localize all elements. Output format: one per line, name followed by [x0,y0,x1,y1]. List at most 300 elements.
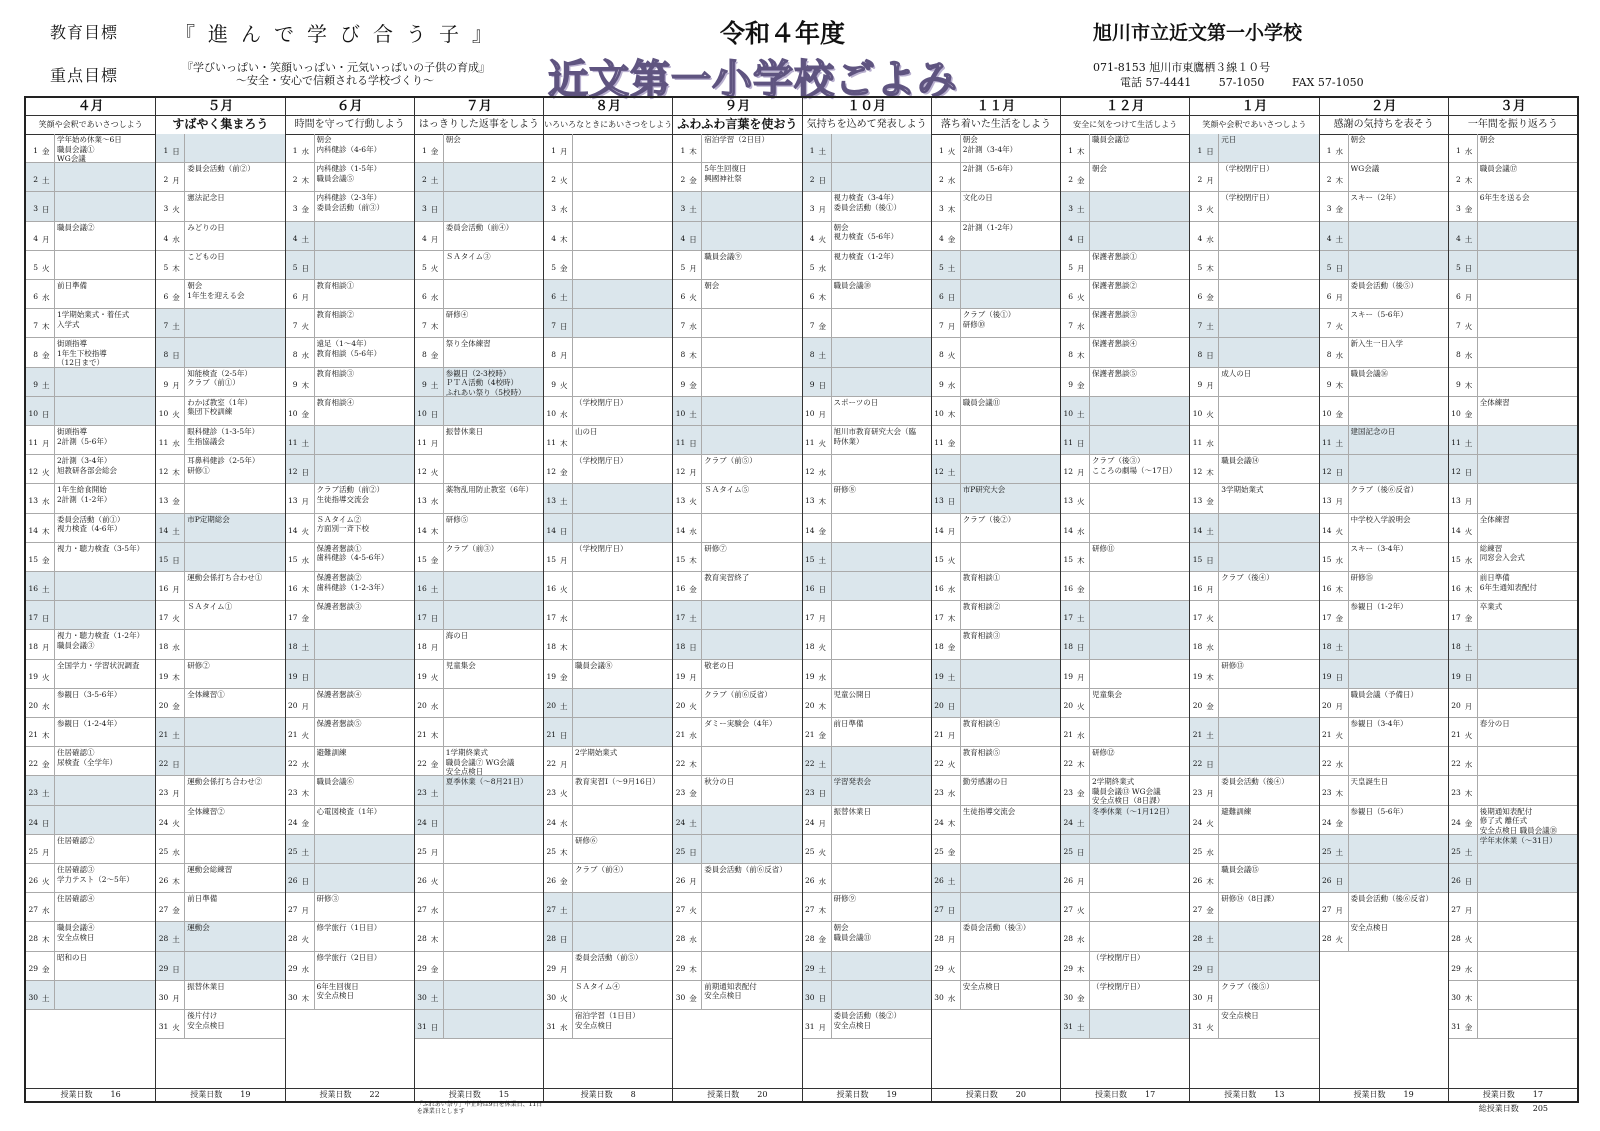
day-number: 19 [675,671,686,681]
day-row [673,572,801,601]
day-row [286,309,414,338]
day-weekday: 水 [560,1023,568,1032]
day-number: 3 [1197,204,1203,214]
day-number: 28 [1063,934,1073,944]
day-event: 研修⑧ [833,485,856,495]
day-separator [960,689,961,717]
day-weekday: 日 [1335,468,1343,478]
day-number: 13 [28,496,38,506]
day-row [286,338,414,367]
day-weekday: 水 [1206,643,1214,653]
day-weekday: 木 [42,731,50,740]
day-weekday: 日 [947,293,956,302]
day-row [932,514,1060,543]
day-row [544,134,672,163]
day-row [286,572,414,601]
day-number: 9 [1326,379,1332,389]
day-weekday: 木 [1464,585,1473,594]
day-event: 1年生給食開始 2計測（1-2年） [57,485,112,504]
day-weekday: 金 [818,731,826,740]
day-number: 27 [1321,905,1332,915]
focus-goal-line2: ～安全・安心で信頼される学校づくり～ [236,74,434,87]
day-number: 6 [551,292,556,301]
day-weekday: 土 [947,468,956,478]
day-number: 29 [1063,963,1073,973]
day-separator [1218,981,1219,1009]
day-number: 10 [158,408,169,418]
day-number: 4 [1197,233,1203,243]
day-number: 3 [938,204,944,214]
day-row [544,922,672,951]
day-separator [960,309,961,337]
day-separator [572,922,573,950]
day-separator [1477,747,1478,775]
day-separator [54,163,55,191]
day-number: 12 [158,467,169,477]
day-event: 保護者懇談② [1092,281,1137,290]
day-number: 7 [33,321,38,331]
day-number: 13 [934,496,944,506]
day-number: 16 [934,584,944,593]
day-weekday: 金 [560,877,568,886]
day-weekday: 金 [560,468,568,478]
day-weekday: 火 [172,818,180,828]
day-weekday: 木 [947,818,956,828]
day-weekday: 日 [172,555,180,565]
day-number: 4 [1068,233,1073,243]
day-weekday: 日 [42,614,50,624]
month-goal: 気持ちを込めて発表しよう [803,115,931,135]
day-number: 16 [1063,584,1073,593]
day-separator [184,280,185,308]
day-separator [572,689,573,717]
school-days-value: 19 [886,1090,897,1099]
school-days-count [156,1088,284,1104]
day-weekday: 水 [42,497,50,507]
day-row [1320,251,1448,280]
day-number: 14 [1321,525,1332,535]
day-number: 31 [804,1022,815,1031]
month-name: １月 [1190,98,1318,116]
day-event: 避難訓練 [1221,806,1252,816]
day-weekday: 土 [1206,526,1214,536]
day-separator [54,455,55,483]
day-separator [184,952,185,980]
day-separator [572,981,573,1009]
school-days-value: 20 [757,1090,768,1099]
day-number: 4 [551,233,556,243]
day-separator [1218,543,1219,571]
day-row [26,660,155,689]
day-event: スキー（2年） [1350,193,1401,203]
day-separator [572,163,573,191]
day-separator [701,689,702,717]
day-row [1449,368,1577,397]
day-row [673,338,801,367]
day-row [415,572,543,601]
day-separator [1348,134,1349,162]
day-weekday: 月 [172,380,180,390]
day-row [803,455,931,484]
day-row [26,426,155,455]
day-number: 11 [1063,438,1073,447]
month-column [1189,98,1318,1101]
day-weekday: 土 [1464,234,1473,244]
day-row [26,163,155,192]
day-row [544,952,672,981]
day-weekday: 火 [689,906,697,916]
day-number: 24 [1451,817,1461,827]
day-separator [1348,747,1349,775]
day-event: 教育相談② [316,310,354,320]
day-separator [1348,718,1349,746]
day-weekday: 火 [818,643,826,653]
day-number: 21 [675,730,686,739]
day-weekday: 月 [818,205,826,215]
day-number: 2 [1326,175,1332,185]
day-weekday: 日 [430,1023,439,1032]
day-event: 3学期始業式 [1221,485,1264,495]
day-row [803,368,931,397]
day-separator [1477,134,1478,162]
day-separator [831,660,832,688]
day-row [673,747,801,776]
day-separator [1218,806,1219,834]
day-row [1190,572,1318,601]
day-number: 10 [1451,408,1461,418]
day-weekday: 月 [1206,585,1214,594]
day-row [1190,776,1318,805]
day-number: 15 [546,554,556,564]
day-row [156,718,284,747]
day-number: 1 [292,146,298,155]
day-separator [572,630,573,658]
day-row [1061,718,1189,747]
day-separator [1477,426,1478,454]
day-separator [831,922,832,950]
day-row [415,601,543,630]
day-row [673,280,801,309]
day-number: 27 [934,905,944,915]
day-row [932,163,1060,192]
edu-goal: 『進んで学び合う子』 [175,22,505,46]
day-number: 30 [287,992,298,1002]
day-separator [701,368,702,396]
day-weekday: 金 [560,672,568,682]
day-row [1190,747,1318,776]
day-weekday: 月 [1464,701,1473,711]
day-number: 7 [163,321,169,331]
month-goal: いろいろなときにあいさつをしよう [544,115,672,135]
day-weekday: 月 [689,468,697,478]
day-weekday: 水 [689,935,697,945]
day-weekday: 木 [1077,964,1085,974]
day-separator [443,397,444,425]
day-separator [701,426,702,454]
day-weekday: 木 [1206,468,1214,478]
day-weekday: 日 [818,789,826,799]
day-number: 11 [1451,438,1461,447]
day-event: 朝会 視力検査（5-6年） [833,222,899,242]
day-event: 朝会 [704,281,720,290]
day-row [1190,397,1318,426]
day-row [1190,981,1318,1010]
day-weekday: 月 [42,439,50,448]
day-weekday: 土 [301,234,309,244]
day-weekday: 木 [301,380,309,390]
day-weekday: 木 [1335,585,1343,594]
day-number: 21 [1321,730,1332,739]
day-weekday: 木 [42,526,50,536]
day-weekday: 日 [301,877,309,886]
day-weekday: 木 [947,614,956,624]
day-separator [1477,543,1478,571]
day-separator [54,893,55,921]
day-event: みどりの日 [187,222,225,232]
day-row [932,776,1060,805]
day-number: 29 [28,963,38,973]
day-weekday: 火 [560,993,568,1003]
day-event: 委員会活動（前⑥反省） [704,865,787,874]
day-number: 29 [417,963,427,973]
day-event: 前日準備 6年生通知表配付 [1479,573,1538,592]
day-row [673,163,801,192]
day-event: 職員会議⑨ [704,251,742,261]
day-row [1449,922,1577,951]
day-separator [831,601,832,629]
day-row [1061,484,1189,513]
day-separator [1477,952,1478,980]
day-weekday: 木 [172,672,180,682]
day-number: 5 [1197,262,1203,272]
day-weekday: 水 [689,322,697,332]
day-separator [54,776,55,804]
day-number: 21 [1192,730,1203,739]
day-weekday: 土 [1335,847,1343,857]
day-weekday: 木 [689,555,697,565]
day-row [1449,630,1577,659]
day-number: 4 [292,233,298,243]
day-weekday: 金 [430,351,439,361]
day-separator [314,981,315,1009]
day-weekday: 火 [560,380,568,390]
day-weekday: 火 [42,672,50,682]
day-number: 14 [546,525,556,535]
day-number: 4 [163,233,169,243]
day-weekday: 金 [1335,409,1343,419]
day-number: 25 [158,846,169,856]
day-weekday: 月 [1335,906,1343,916]
day-number: 24 [546,817,556,827]
day-weekday: 金 [1077,176,1085,186]
day-separator [184,134,185,162]
day-weekday: 水 [430,701,439,711]
day-separator [572,338,573,366]
focus-goal-label: 重点目標 [50,66,119,85]
day-separator [701,134,702,162]
day-separator [1477,163,1478,191]
day-separator [701,338,702,366]
day-number: 21 [804,730,815,739]
day-row [544,192,672,221]
day-separator [701,776,702,804]
day-weekday: 日 [172,351,180,361]
day-event: 研修⑮ [1350,573,1373,582]
day-separator [1348,835,1349,863]
day-number: 21 [287,730,298,739]
day-row [1320,543,1448,572]
day-number: 19 [287,671,298,681]
day-number: 8 [680,350,686,360]
day-number: 15 [28,554,38,564]
day-separator [1477,864,1478,892]
day-row [1061,922,1189,951]
day-number: 22 [158,759,169,769]
day-row [1190,543,1318,572]
day-separator [1089,806,1090,834]
school-days-value: 15 [498,1090,509,1099]
day-separator [1089,747,1090,775]
day-separator [314,368,315,396]
day-number: 20 [287,700,298,710]
day-number: 23 [158,788,169,798]
day-number: 12 [1192,467,1203,477]
day-weekday: 日 [818,176,826,186]
day-separator [831,718,832,746]
day-row [1320,806,1448,835]
day-row [673,922,801,951]
day-separator [1089,689,1090,717]
day-number: 17 [1063,613,1073,623]
day-number: 20 [675,700,686,710]
day-row [803,338,931,367]
day-number: 29 [934,963,944,973]
day-separator [1348,338,1349,366]
day-event: 中学校入学説明会 [1350,514,1411,524]
day-event: 昭和の日 [57,952,87,962]
day-weekday: 木 [689,351,697,361]
day-weekday: 日 [172,964,180,974]
day-number: 15 [1063,554,1073,564]
day-weekday: 水 [947,789,956,799]
day-weekday: 土 [689,614,697,624]
day-event: 委員会活動（後②） 安全点検日 [833,1011,901,1030]
day-separator [1477,718,1478,746]
day-weekday: 日 [947,906,956,916]
day-separator [572,426,573,454]
day-event: ＳＡタイム① [187,602,233,612]
day-number: 28 [287,934,298,944]
day-separator [831,163,832,191]
day-weekday: 木 [301,585,309,594]
day-event: 教育実習Ⅰ（～9月16日） [575,777,660,787]
day-row [286,368,414,397]
day-number: 8 [1197,350,1203,360]
day-separator [54,601,55,629]
day-number: 1 [1326,146,1332,155]
day-event: （学校閉庁日） [575,543,628,553]
day-row [544,222,672,251]
day-number: 19 [546,671,556,681]
day-separator [314,309,315,337]
day-event: クラブ（前④） [575,865,628,874]
day-weekday: 木 [42,935,50,945]
day-number: 21 [28,730,38,739]
day-weekday: 水 [430,497,439,507]
day-number: 19 [1192,671,1203,681]
day-event: （学校閉庁日） [575,397,628,407]
day-separator [1218,192,1219,220]
day-weekday: 火 [947,351,956,361]
day-number: 13 [1451,496,1461,506]
fax-number: FAX 57-1050 [1291,76,1364,89]
day-weekday: 火 [430,263,439,273]
day-separator [831,338,832,366]
day-event: クラブ（前⑥反省） [704,689,772,699]
day-row [1061,251,1189,280]
day-number: 4 [33,233,38,243]
day-event: 研修⑫ [1092,748,1115,758]
day-number: 7 [1455,321,1461,331]
day-separator [443,864,444,892]
day-weekday: 土 [947,672,956,682]
day-weekday: 月 [560,555,568,565]
day-row [415,338,543,367]
day-number: 9 [1455,379,1461,389]
day-weekday: 火 [1464,731,1473,740]
day-row [544,163,672,192]
day-separator [1477,514,1478,542]
day-row [26,484,155,513]
day-weekday: 火 [560,789,568,799]
day-number: 16 [28,584,38,593]
day-separator [314,630,315,658]
day-row [415,397,543,426]
day-number: 30 [934,992,944,1002]
day-row [932,251,1060,280]
school-days-value: 16 [110,1090,121,1099]
day-weekday: 土 [1206,731,1214,740]
day-weekday: 日 [560,731,568,740]
day-weekday: 火 [947,760,956,770]
day-event: 職員会議⑭ [1221,456,1259,466]
day-weekday: 木 [947,409,956,419]
day-separator [831,251,832,279]
month-name: ３月 [1449,98,1577,116]
day-weekday: 金 [42,147,50,156]
day-row [415,368,543,397]
day-event: 全国学力・学習状況調査 [57,660,140,670]
day-event: スキー（3-4年） [1350,543,1408,553]
day-row [803,660,931,689]
day-row [286,192,414,221]
day-weekday: 日 [1464,877,1473,886]
day-row [26,251,155,280]
day-weekday: 木 [430,526,439,536]
day-weekday: 土 [42,380,50,390]
day-row [156,514,284,543]
day-row [544,776,672,805]
day-number: 25 [675,846,686,856]
day-weekday: 金 [947,643,956,653]
day-weekday: 日 [172,147,180,156]
day-row [156,806,284,835]
day-separator [443,981,444,1009]
day-number: 5 [421,262,427,272]
day-separator [1477,192,1478,220]
day-separator [1348,280,1349,308]
day-separator [1218,660,1219,688]
